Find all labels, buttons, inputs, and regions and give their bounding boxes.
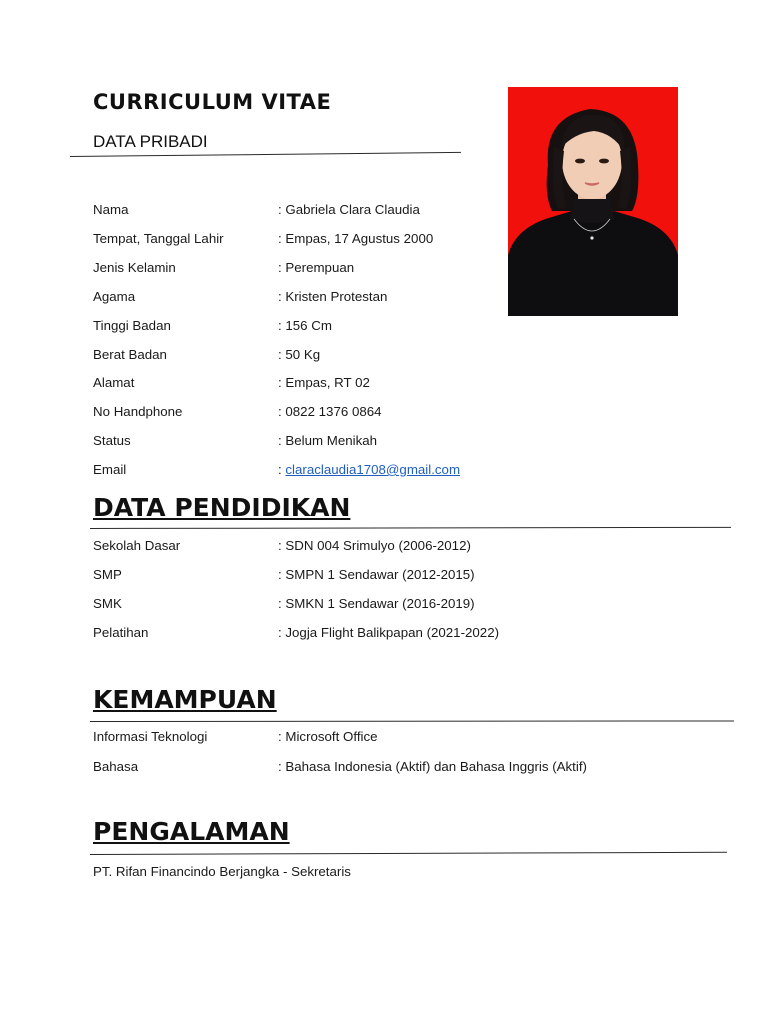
education-row-label: SMK — [93, 596, 122, 611]
education-row-label: Pelatihan — [93, 625, 149, 640]
personal-row-value: : 156 Cm — [278, 317, 332, 333]
education-heading: DATA PENDIDIKAN — [93, 493, 351, 522]
skill-row-label: Bahasa — [93, 759, 139, 774]
skills-heading: KEMAMPUAN — [93, 685, 277, 714]
personal-row-value: : Empas, 17 Agustus 2000 — [278, 230, 434, 246]
personal-row-label: Status — [93, 433, 131, 449]
education-row-value: : SDN 004 Srimulyo (2006-2012) — [278, 538, 471, 553]
personal-row-label: Tempat, Tanggal Lahir — [93, 230, 224, 246]
education-row-label: Sekolah Dasar — [93, 538, 181, 553]
skill-row-value: : Bahasa Indonesia (Aktif) dan Bahasa Inggris (Aktif) — [278, 759, 587, 774]
email-label: Email — [93, 462, 127, 477]
personal-row-value: : Perempuan — [278, 259, 355, 275]
education-row-value: : SMKN 1 Sendawar (2016-2019) — [278, 596, 475, 611]
profile-photo — [508, 87, 678, 316]
education-row-label: SMP — [93, 567, 122, 582]
divider-line — [70, 152, 461, 157]
personal-data-subtitle: DATA PRIBADI — [93, 132, 208, 151]
skill-row-value: : Microsoft Office — [278, 729, 378, 744]
personal-row-value: : Gabriela Clara Claudia — [278, 202, 420, 217]
personal-row-label: Agama — [93, 288, 136, 304]
personal-row-value: : 0822 1376 0864 — [278, 404, 382, 420]
personal-row-label: Alamat — [93, 375, 135, 391]
email-link[interactable]: claraclaudia1708@gmail.com — [285, 462, 461, 477]
divider-line — [90, 852, 727, 855]
personal-row-value: : 50 Kg — [278, 346, 321, 362]
skill-row-label: Informasi Teknologi — [93, 729, 208, 744]
email-prefix: : — [278, 462, 286, 477]
personal-row-value: : Belum Menikah — [278, 433, 378, 449]
cv-title: CURRICULUM VITAE — [93, 90, 332, 114]
personal-row-label: Jenis Kelamin — [93, 259, 176, 275]
experience-heading: PENGALAMAN — [93, 817, 290, 846]
education-row-value: : SMPN 1 Sendawar (2012-2015) — [278, 567, 475, 582]
portrait-image — [508, 87, 678, 316]
personal-row-label: No Handphone — [93, 404, 183, 420]
experience-item: PT. Rifan Financindo Berjangka - Sekretaris — [93, 864, 351, 879]
divider-line — [90, 720, 734, 722]
education-row-value: : Jogja Flight Balikpapan (2021-2022) — [278, 625, 500, 640]
personal-row-label: Nama — [93, 202, 129, 217]
personal-row-value: : Empas, RT 02 — [278, 375, 370, 391]
personal-row-label: Tinggi Badan — [93, 317, 171, 333]
personal-row-label: Berat Badan — [93, 346, 167, 362]
personal-row-value: : Kristen Protestan — [278, 288, 388, 304]
divider-line — [90, 527, 731, 529]
